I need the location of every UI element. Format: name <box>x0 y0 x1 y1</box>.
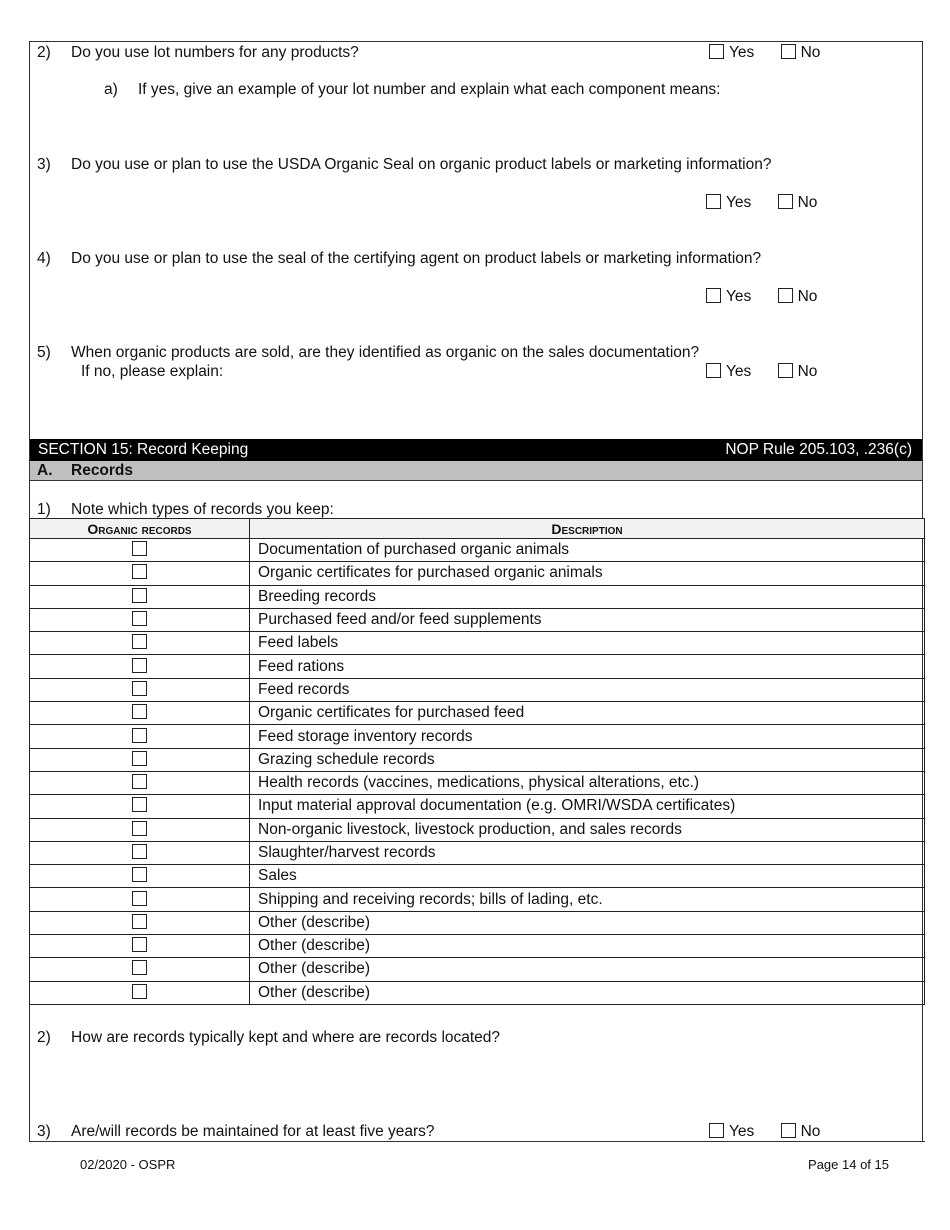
record-description: Other (describe) <box>250 935 925 958</box>
table-row <box>30 608 925 631</box>
record-description: Slaughter/harvest records <box>250 841 925 864</box>
question-2-text: Do you use lot numbers for any products? <box>71 44 359 61</box>
form-bottom-border <box>29 1141 925 1142</box>
question-2-yes-no <box>709 44 820 62</box>
no-label: No <box>797 288 818 305</box>
record-description: Grazing schedule records <box>250 748 925 771</box>
record-description: Organic certificates for purchased feed <box>250 702 925 725</box>
question-3-text: Do you use or plan to use the USDA Organic Seal on organic product labels or marketing information? <box>71 156 772 173</box>
record-checkbox[interactable] <box>132 681 147 696</box>
record-checkbox[interactable] <box>132 751 147 766</box>
record-checkbox[interactable] <box>132 541 147 556</box>
record-description: Feed rations <box>250 655 925 678</box>
record-checkbox[interactable] <box>132 704 147 719</box>
yes-label: Yes <box>729 1123 755 1140</box>
records-question-3-yes-no <box>709 1123 820 1141</box>
subsection-letter: A. <box>37 462 53 479</box>
table-row <box>30 865 925 888</box>
record-checkbox-cell <box>30 725 250 748</box>
no-label: No <box>800 44 821 61</box>
question-3-no-checkbox[interactable] <box>778 194 793 209</box>
record-checkbox[interactable] <box>132 728 147 743</box>
table-row <box>30 539 925 562</box>
question-4-yes-no <box>706 288 817 306</box>
table-row <box>30 678 925 701</box>
table-row <box>30 981 925 1004</box>
table-row <box>30 748 925 771</box>
records-question-1-text: Note which types of records you keep: <box>71 501 334 518</box>
table-row <box>30 818 925 841</box>
record-checkbox-cell <box>30 608 250 631</box>
table-row <box>30 562 925 585</box>
question-2a-letter: a) <box>104 81 118 98</box>
record-checkbox-cell <box>30 585 250 608</box>
no-label: No <box>800 1123 821 1140</box>
records-question-3-yes-checkbox[interactable] <box>709 1123 724 1138</box>
record-checkbox-cell <box>30 818 250 841</box>
record-checkbox-cell <box>30 655 250 678</box>
question-3-yes-checkbox[interactable] <box>706 194 721 209</box>
table-row <box>30 702 925 725</box>
record-checkbox-cell <box>30 888 250 911</box>
question-2-number: 2) <box>37 44 51 61</box>
footer-date: 02/2020 - OSPR <box>80 1157 176 1172</box>
yes-label: Yes <box>726 194 752 211</box>
record-checkbox[interactable] <box>132 797 147 812</box>
table-row <box>30 935 925 958</box>
subsection-header <box>30 461 922 481</box>
record-checkbox[interactable] <box>132 867 147 882</box>
record-checkbox-cell <box>30 865 250 888</box>
table-row <box>30 771 925 794</box>
record-checkbox-cell <box>30 795 250 818</box>
record-checkbox[interactable] <box>132 611 147 626</box>
record-checkbox[interactable] <box>132 914 147 929</box>
record-description: Sales <box>250 865 925 888</box>
records-question-2-text: How are records typically kept and where are records located? <box>71 1029 501 1046</box>
question-4-text: Do you use or plan to use the seal of the certifying agent on product labels or marketing information? <box>71 250 762 267</box>
table-header-row <box>30 519 925 539</box>
question-4-yes-checkbox[interactable] <box>706 288 721 303</box>
record-checkbox[interactable] <box>132 937 147 952</box>
question-2-yes-checkbox[interactable] <box>709 44 724 59</box>
table-row <box>30 585 925 608</box>
record-checkbox[interactable] <box>132 844 147 859</box>
record-checkbox[interactable] <box>132 821 147 836</box>
record-checkbox-cell <box>30 748 250 771</box>
record-checkbox-cell <box>30 562 250 585</box>
record-checkbox[interactable] <box>132 984 147 999</box>
record-checkbox-cell <box>30 935 250 958</box>
question-5-no-checkbox[interactable] <box>778 363 793 378</box>
record-description: Feed records <box>250 678 925 701</box>
yes-label: Yes <box>726 288 752 305</box>
table-row <box>30 632 925 655</box>
table-row <box>30 655 925 678</box>
table-row <box>30 888 925 911</box>
no-label: No <box>797 363 818 380</box>
record-checkbox-cell <box>30 841 250 864</box>
record-checkbox-cell <box>30 702 250 725</box>
section-rule: NOP Rule 205.103, .236(c) <box>725 441 912 458</box>
records-question-3-no-checkbox[interactable] <box>781 1123 796 1138</box>
record-checkbox-cell <box>30 958 250 981</box>
record-checkbox-cell <box>30 911 250 934</box>
records-table <box>29 518 925 1005</box>
record-description: Input material approval documentation (e.g. OMRI/WSDA certificates) <box>250 795 925 818</box>
record-checkbox[interactable] <box>132 960 147 975</box>
records-question-3-number: 3) <box>37 1123 51 1140</box>
record-description: Non-organic livestock, livestock production, and sales records <box>250 818 925 841</box>
record-description: Purchased feed and/or feed supplements <box>250 608 925 631</box>
record-checkbox[interactable] <box>132 658 147 673</box>
question-5-yes-checkbox[interactable] <box>706 363 721 378</box>
records-question-2-number: 2) <box>37 1029 51 1046</box>
record-description: Shipping and receiving records; bills of lading, etc. <box>250 888 925 911</box>
record-checkbox-cell <box>30 678 250 701</box>
column-header-description: Description <box>250 519 925 539</box>
record-description: Other (describe) <box>250 911 925 934</box>
question-4-number: 4) <box>37 250 51 267</box>
record-description: Breeding records <box>250 585 925 608</box>
yes-label: Yes <box>726 363 752 380</box>
yes-label: Yes <box>729 44 755 61</box>
record-checkbox[interactable] <box>132 564 147 579</box>
records-question-3-text: Are/will records be maintained for at least five years? <box>71 1123 435 1140</box>
table-row <box>30 958 925 981</box>
no-label: No <box>797 194 818 211</box>
record-checkbox-cell <box>30 539 250 562</box>
record-checkbox[interactable] <box>132 774 147 789</box>
table-row <box>30 841 925 864</box>
record-checkbox-cell <box>30 632 250 655</box>
record-description: Health records (vaccines, medications, physical alterations, etc.) <box>250 771 925 794</box>
record-description: Other (describe) <box>250 981 925 1004</box>
table-row <box>30 795 925 818</box>
question-2a-text: If yes, give an example of your lot number and explain what each component means: <box>138 81 721 98</box>
question-5-subtext: If no, please explain: <box>81 363 224 380</box>
records-question-1-number: 1) <box>37 501 51 518</box>
table-row <box>30 725 925 748</box>
record-description: Other (describe) <box>250 958 925 981</box>
record-description: Organic certificates for purchased organic animals <box>250 562 925 585</box>
record-checkbox-cell <box>30 771 250 794</box>
column-header-organic-records: Organic records <box>30 519 250 539</box>
question-5-text: When organic products are sold, are they identified as organic on the sales documentation? <box>71 344 700 361</box>
footer-page-number: Page 14 of 15 <box>808 1157 889 1172</box>
subsection-title: Records <box>71 462 134 479</box>
question-5-number: 5) <box>37 344 51 361</box>
record-description: Documentation of purchased organic animals <box>250 539 925 562</box>
record-checkbox-cell <box>30 981 250 1004</box>
record-checkbox[interactable] <box>132 634 147 649</box>
question-4-no-checkbox[interactable] <box>778 288 793 303</box>
record-description: Feed storage inventory records <box>250 725 925 748</box>
question-2-no-checkbox[interactable] <box>781 44 796 59</box>
section-header <box>30 439 922 461</box>
question-3-yes-no <box>706 194 817 212</box>
record-description: Feed labels <box>250 632 925 655</box>
record-checkbox[interactable] <box>132 588 147 603</box>
question-3-number: 3) <box>37 156 51 173</box>
section-title: SECTION 15: Record Keeping <box>38 441 249 458</box>
record-checkbox[interactable] <box>132 891 147 906</box>
table-row <box>30 911 925 934</box>
question-5-yes-no <box>706 363 817 381</box>
